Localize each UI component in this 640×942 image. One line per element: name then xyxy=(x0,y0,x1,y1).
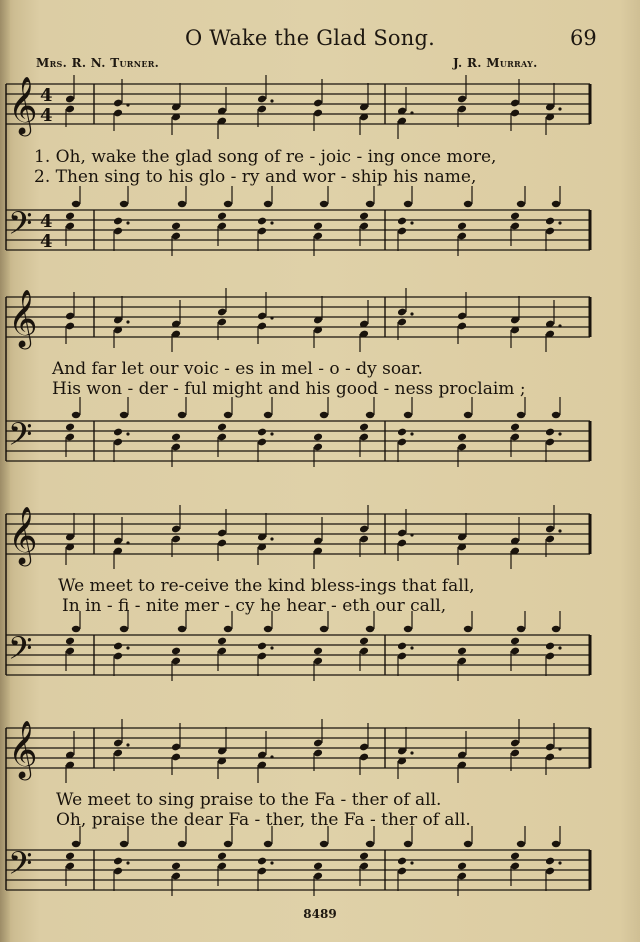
notehead xyxy=(359,423,369,432)
dot xyxy=(558,107,561,110)
notehead xyxy=(178,201,186,207)
notehead xyxy=(464,626,472,632)
notehead xyxy=(517,626,525,632)
dot xyxy=(270,221,273,224)
notehead xyxy=(517,201,525,207)
notehead xyxy=(545,217,555,226)
notehead xyxy=(224,626,232,632)
notehead xyxy=(113,217,123,226)
notehead xyxy=(545,428,555,437)
notehead xyxy=(510,212,520,221)
dot xyxy=(410,861,413,864)
notehead xyxy=(552,201,560,207)
notehead xyxy=(257,642,267,651)
dot xyxy=(410,533,413,536)
time-signature-digit: 4 xyxy=(40,211,53,232)
dot xyxy=(126,432,129,435)
dot xyxy=(410,111,413,114)
notehead xyxy=(366,841,374,847)
dot xyxy=(558,221,561,224)
system-3-verse-1: We meet to re-ceive the kind bless-ings that fall, xyxy=(58,576,475,596)
system-4-verse-2: Oh, praise the dear Fa - ther, the Fa - ther of all. xyxy=(56,810,471,830)
notehead xyxy=(217,852,227,861)
notehead xyxy=(320,201,328,207)
dot xyxy=(410,312,413,315)
notehead xyxy=(171,862,181,871)
notehead xyxy=(264,412,272,418)
notehead xyxy=(178,841,186,847)
system-1-verse-1: 1. Oh, wake the glad song of re - joic - ing once more, xyxy=(34,147,497,167)
notehead xyxy=(178,412,186,418)
notehead xyxy=(224,841,232,847)
notehead xyxy=(404,841,412,847)
notehead xyxy=(113,428,123,437)
dot xyxy=(410,646,413,649)
notehead xyxy=(397,217,407,226)
system-2-verse-2: His won - der - ful might and his good - ness proclaim ; xyxy=(52,379,526,399)
notehead xyxy=(65,637,75,646)
notehead xyxy=(457,862,467,871)
dot xyxy=(270,432,273,435)
notehead xyxy=(313,862,323,871)
notehead xyxy=(397,857,407,866)
dot xyxy=(126,743,129,746)
notehead xyxy=(72,841,80,847)
notehead xyxy=(65,423,75,432)
notehead xyxy=(113,642,123,651)
notehead xyxy=(120,412,128,418)
treble-clef-icon: 𝄞 xyxy=(8,506,38,564)
notehead xyxy=(264,626,272,632)
dot xyxy=(270,646,273,649)
notehead xyxy=(320,412,328,418)
system-4-verse-1: We meet to sing praise to the Fa - ther of all. xyxy=(56,790,442,810)
system-2-verse-1: And far let our voic - es in mel - o - dy soar. xyxy=(52,359,423,379)
dot xyxy=(558,529,561,532)
dot xyxy=(410,221,413,224)
notehead xyxy=(404,626,412,632)
notehead xyxy=(120,626,128,632)
bass-clef-icon: 𝄢 xyxy=(8,845,33,889)
notehead xyxy=(320,841,328,847)
dot xyxy=(270,861,273,864)
notehead xyxy=(313,647,323,656)
dot xyxy=(558,324,561,327)
notehead xyxy=(404,412,412,418)
notehead xyxy=(72,412,80,418)
dot xyxy=(270,316,273,319)
dot xyxy=(410,432,413,435)
treble-clef-icon: 𝄞 xyxy=(8,289,38,347)
dot xyxy=(270,537,273,540)
notehead xyxy=(171,222,181,231)
notehead xyxy=(552,841,560,847)
dot xyxy=(558,432,561,435)
page-number: 69 xyxy=(570,26,597,50)
notehead xyxy=(217,423,227,432)
notehead xyxy=(264,201,272,207)
dot xyxy=(270,755,273,758)
notehead xyxy=(171,647,181,656)
notehead xyxy=(366,626,374,632)
notehead xyxy=(313,222,323,231)
notehead xyxy=(359,212,369,221)
system-1-verse-2: 2. Then sing to his glo - ry and wor - ship his name, xyxy=(34,167,477,187)
notehead xyxy=(510,852,520,861)
notehead xyxy=(313,433,323,442)
notehead xyxy=(257,428,267,437)
plate-number: 8489 xyxy=(303,907,337,921)
dot xyxy=(126,103,129,106)
notehead xyxy=(257,857,267,866)
dot xyxy=(126,221,129,224)
notehead xyxy=(65,852,75,861)
notehead xyxy=(171,433,181,442)
dot xyxy=(126,320,129,323)
notehead xyxy=(120,201,128,207)
notehead xyxy=(552,626,560,632)
notehead xyxy=(224,201,232,207)
notehead xyxy=(397,642,407,651)
notehead xyxy=(120,841,128,847)
treble-clef-icon: 𝄞 xyxy=(8,76,38,134)
notehead xyxy=(464,841,472,847)
notehead xyxy=(552,412,560,418)
time-signature-digit: 4 xyxy=(40,85,53,106)
notehead xyxy=(457,222,467,231)
notehead xyxy=(457,647,467,656)
notehead xyxy=(545,642,555,651)
notehead xyxy=(359,852,369,861)
notehead xyxy=(224,412,232,418)
dot xyxy=(126,541,129,544)
notehead xyxy=(510,423,520,432)
dot xyxy=(558,747,561,750)
bass-clef-icon: 𝄢 xyxy=(8,630,33,674)
notehead xyxy=(366,412,374,418)
notehead xyxy=(464,412,472,418)
dot xyxy=(558,861,561,864)
hymn-title: O Wake the Glad Song. xyxy=(184,26,436,50)
bass-clef-icon: 𝄢 xyxy=(8,416,33,460)
notehead xyxy=(359,637,369,646)
notehead xyxy=(320,626,328,632)
dot xyxy=(270,99,273,102)
composer-credit: J. R. Murray. xyxy=(453,56,538,70)
notehead xyxy=(72,201,80,207)
treble-clef-icon: 𝄞 xyxy=(8,720,38,778)
bass-clef-icon: 𝄢 xyxy=(8,205,33,249)
notehead xyxy=(397,428,407,437)
notehead xyxy=(113,857,123,866)
notehead xyxy=(366,201,374,207)
notehead xyxy=(217,637,227,646)
notehead xyxy=(457,433,467,442)
system-3-verse-2: In in - fi - nite mer - cy he hear - eth our call, xyxy=(62,596,447,616)
notehead xyxy=(264,841,272,847)
dot xyxy=(558,646,561,649)
time-signature-digit: 4 xyxy=(40,231,53,252)
notehead xyxy=(217,212,227,221)
dot xyxy=(410,751,413,754)
notehead xyxy=(72,626,80,632)
notehead xyxy=(517,412,525,418)
dot xyxy=(126,861,129,864)
notehead xyxy=(178,626,186,632)
notehead xyxy=(404,201,412,207)
notehead xyxy=(65,212,75,221)
notehead xyxy=(545,857,555,866)
time-signature-digit: 4 xyxy=(40,105,53,126)
notehead xyxy=(257,217,267,226)
notehead xyxy=(510,637,520,646)
dot xyxy=(126,646,129,649)
notehead xyxy=(517,841,525,847)
notehead xyxy=(464,201,472,207)
lyricist-credit: Mrs. R. N. Turner. xyxy=(36,56,160,70)
